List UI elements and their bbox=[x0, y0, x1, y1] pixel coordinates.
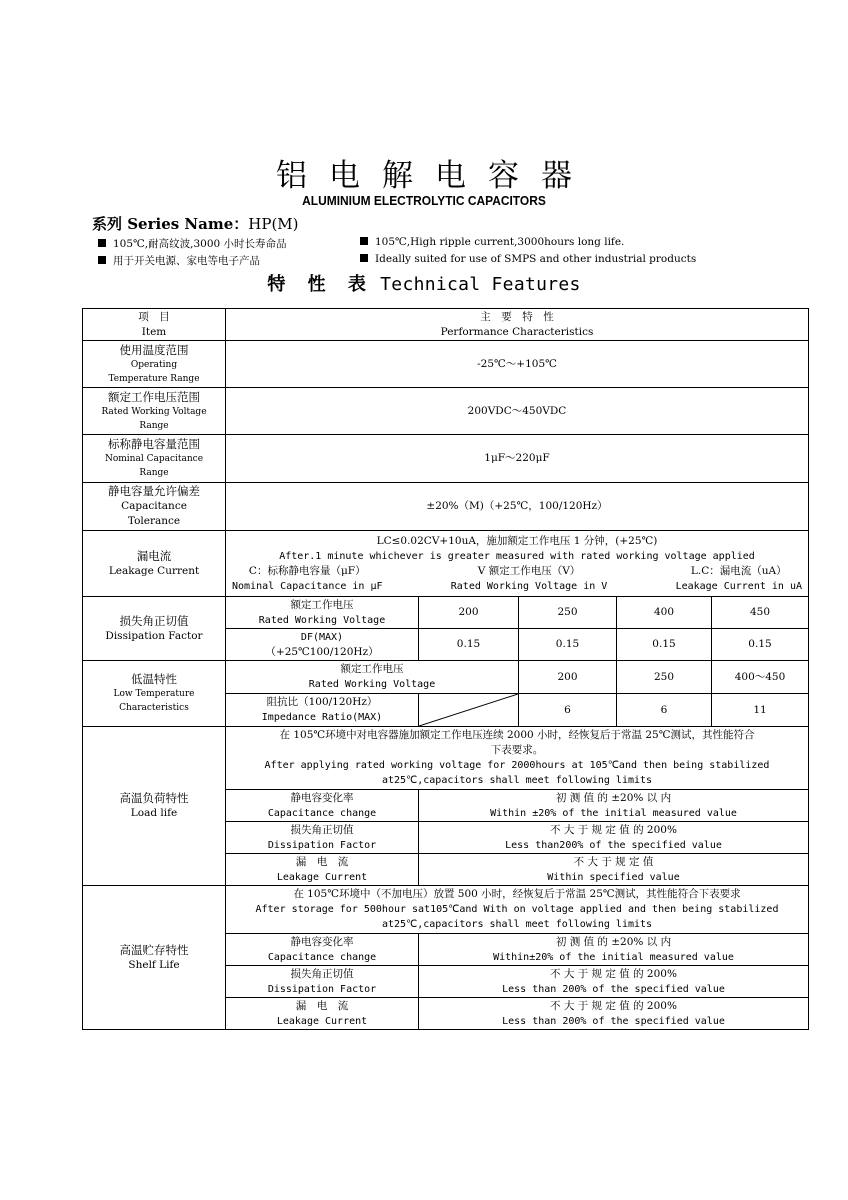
feature-text: Ideally suited for use of SMPS and other industrial products bbox=[375, 253, 697, 265]
row-label-voltage: 额定工作电压范围 Rated Working Voltage Range bbox=[83, 388, 226, 435]
df-value-cell: 0.15 bbox=[519, 629, 617, 661]
df-value-cell: 0.15 bbox=[419, 629, 519, 661]
shelflife-value: 初 测 值 的 ±20% 以 内 Within±20% of the initial measured value bbox=[419, 934, 809, 966]
feature-text: 105℃,耐高纹波,3000 小时长寿命品 bbox=[113, 238, 287, 250]
shelflife-description: 在 105℃环境中（不加电压）放置 500 小时，经恢复后于常温 25℃测试，其性能符合下表要求 After storage for 500hour sat105℃and With on voltage applied and then being stabilized at25℃,capacitors shall meet following limits bbox=[226, 886, 809, 934]
feature-item bbox=[360, 253, 696, 265]
table-row bbox=[83, 597, 809, 629]
loadlife-value: 不 大 于 规 定 值 Within specified value bbox=[419, 854, 809, 886]
shelflife-value: 不 大 于 规 定 值 的 200% Less than 200% of the specified value bbox=[419, 998, 809, 1030]
shelflife-item: 损失角正切值 Dissipation Factor bbox=[226, 966, 419, 998]
lt-voltage-cell: 200 bbox=[519, 661, 617, 694]
bullet-square-icon bbox=[360, 254, 368, 262]
row-label-capacitance: 标称静电容量范围 Nominal Capacitance Range bbox=[83, 435, 226, 483]
loadlife-item: 漏 电 流 Leakage Current bbox=[226, 854, 419, 886]
df-voltage-cell: 450 bbox=[712, 597, 809, 629]
row-label-shelflife: 高温贮存特性 Shelf Life bbox=[83, 886, 226, 1030]
df-max-label: DF(MAX) （+25℃100/120Hz） bbox=[226, 629, 419, 661]
feature-item bbox=[98, 253, 260, 268]
loadlife-description: 在 105℃环境中对电容器施加额定工作电压连续 2000 小时，经恢复后于常温 25℃测试，其性能符合 下表要求。 After applying rated working voltage for 2000hours at 105℃and then being stabilized at25℃,capacitors shall meet following limits bbox=[226, 727, 809, 790]
lt-voltage-label: 额定工作电压 Rated Working Voltage bbox=[226, 661, 519, 694]
df-value-cell: 0.15 bbox=[617, 629, 712, 661]
lt-voltage-cell: 400～450 bbox=[712, 661, 809, 694]
row-label-loadlife: 高温负荷特性 Load life bbox=[83, 727, 226, 886]
row-label-tolerance: 静电容量允许偏差 Capacitance Tolerance bbox=[83, 483, 226, 531]
shelflife-item: 静电容变化率 Capacitance change bbox=[226, 934, 419, 966]
document-title-en: ALUMINIUM ELECTROLYTIC CAPACITORS bbox=[302, 193, 546, 208]
document-title-cn: 铝电解电容器 bbox=[276, 158, 594, 194]
feature-text: 用于开关电源、家电等电子产品 bbox=[113, 255, 260, 267]
item-header: 项 目 Item bbox=[83, 309, 226, 341]
section-title bbox=[0, 270, 848, 296]
loadlife-item: 损失角正切值 Dissipation Factor bbox=[226, 822, 419, 854]
row-label-leakage: 漏电流 Leakage Current bbox=[83, 531, 226, 597]
table-header-row bbox=[83, 309, 809, 341]
loadlife-value: 初 测 值 的 ±20% 以 内 Within ±20% of the initial measured value bbox=[419, 790, 809, 822]
df-voltage-cell: 250 bbox=[519, 597, 617, 629]
technical-features-table bbox=[82, 308, 809, 1030]
leakage-value bbox=[226, 531, 809, 597]
section-title-en: Technical Features bbox=[380, 274, 581, 295]
table-row bbox=[83, 341, 809, 388]
table-row bbox=[83, 531, 809, 597]
table-row bbox=[83, 727, 809, 790]
performance-header: 主 要 特 性 Performance Characteristics bbox=[226, 309, 809, 341]
bullet-square-icon bbox=[360, 237, 368, 245]
feature-text: 105℃,High ripple current,3000hours long life. bbox=[375, 236, 625, 248]
lt-voltage-cell: 250 bbox=[617, 661, 712, 694]
df-voltage-cell: 400 bbox=[617, 597, 712, 629]
impedance-cell: 6 bbox=[519, 694, 617, 727]
leakage-legend: C：标称静电容量（μF） Nominal Capacitance in μF V 额定工作电压（V） Rated Working Voltage in V L.C：漏电流（uA） Leakage Current in uA bbox=[232, 564, 802, 592]
diagonal-line bbox=[419, 694, 518, 726]
capacitance-value: 1μF～220μF bbox=[226, 435, 809, 483]
table-row bbox=[83, 483, 809, 531]
temp-value: -25℃～+105℃ bbox=[226, 341, 809, 388]
table-row bbox=[83, 661, 809, 694]
df-voltage-cell: 200 bbox=[419, 597, 519, 629]
series-name bbox=[92, 213, 299, 234]
bullet-square-icon bbox=[98, 239, 106, 247]
shelflife-item: 漏 电 流 Leakage Current bbox=[226, 998, 419, 1030]
row-label-lowtemp: 低温特性 Low Temperature Characteristics bbox=[83, 661, 226, 727]
shelflife-value: 不 大 于 规 定 值 的 200% Less than 200% of the specified value bbox=[419, 966, 809, 998]
series-label: 系列 Series Name： bbox=[92, 215, 249, 233]
bullet-square-icon bbox=[98, 256, 106, 264]
impedance-label: 阻抗比（100/120Hz） Impedance Ratio(MAX) bbox=[226, 694, 419, 727]
diagonal-empty-cell bbox=[419, 694, 519, 727]
feature-item bbox=[98, 236, 287, 251]
row-label-temp: 使用温度范围 Operating Temperature Range bbox=[83, 341, 226, 388]
series-value: HP(M) bbox=[248, 215, 299, 233]
df-voltage-label: 额定工作电压 Rated Working Voltage bbox=[226, 597, 419, 629]
table-row bbox=[83, 435, 809, 483]
table-row bbox=[83, 388, 809, 435]
leakage-formula-en: After.1 minute whichever is greater measured with rated working voltage applied bbox=[279, 550, 755, 562]
impedance-cell: 6 bbox=[617, 694, 712, 727]
loadlife-value: 不 大 于 规 定 值 的 200% Less than200% of the specified value bbox=[419, 822, 809, 854]
row-label-dissipation: 损失角正切值 Dissipation Factor bbox=[83, 597, 226, 661]
section-title-cn: 特 性 表 bbox=[267, 274, 374, 295]
df-value-cell: 0.15 bbox=[712, 629, 809, 661]
voltage-value: 200VDC～450VDC bbox=[226, 388, 809, 435]
leakage-formula: LC≤0.02CV+10uA，施加额定工作电压 1 分钟，(+25℃) bbox=[376, 534, 658, 547]
loadlife-item: 静电容变化率 Capacitance change bbox=[226, 790, 419, 822]
feature-item bbox=[360, 236, 624, 248]
table-row bbox=[83, 886, 809, 934]
impedance-cell: 11 bbox=[712, 694, 809, 727]
tolerance-value: ±20%（M)（+25℃，100/120Hz） bbox=[226, 483, 809, 531]
